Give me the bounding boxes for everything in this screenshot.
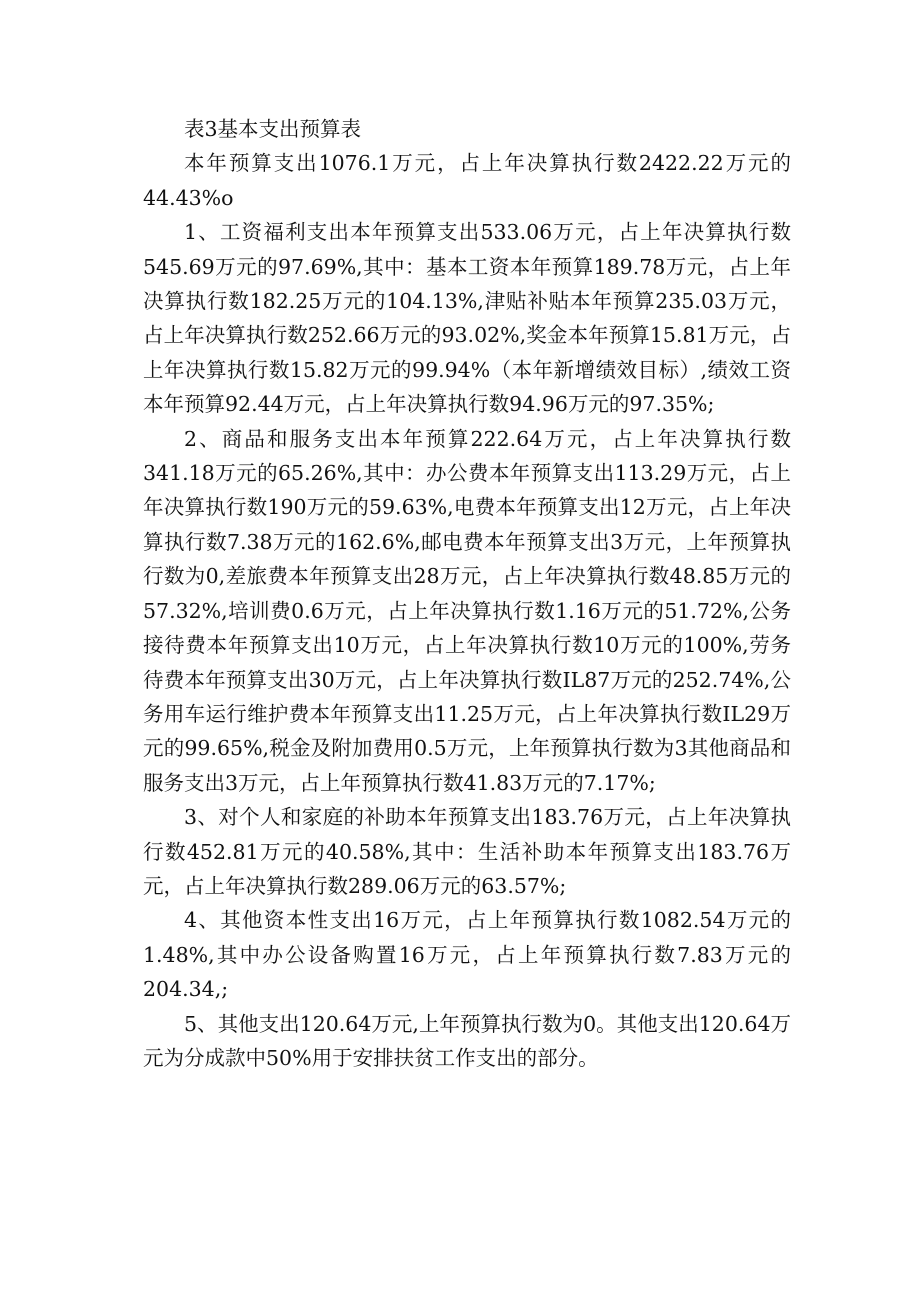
- paragraph-capital-expenditure: 4、其他资本性支出16万元，占上年预算执行数1082.54万元的1.48%,其中办公设备购置16万元，占上年预算执行数7.83万元的204.34,;: [143, 908, 791, 1002]
- table-title: 表3基本支出预算表: [184, 117, 362, 141]
- paragraph-other-expenditure: 5、其他支出120.64万元,上年预算执行数为0。其他支出120.64万元为分成款中50%用于安排扶贫工作支出的部分。: [143, 1011, 791, 1070]
- document-body: [143, 112, 791, 1075]
- paragraph-household-subsidy: 3、对个人和家庭的补助本年预算支出183.76万元，占上年决算执行数452.81万元的40.58%,其中：生活补助本年预算支出183.76万元，占上年决算执行数289.06万元的63.57%;: [143, 805, 791, 898]
- paragraph-goods-services: 2、商品和服务支出本年预算222.64万元，占上年决算执行数341.18万元的65.26%,其中：办公费本年预算支出113.29万元，占上年决算执行数190万元的59.63%,电费本年预算支出12万元，占上年决算执行数7.38万元的162.6%,邮电费本年预算支出3万元，上年预算执行数为0,差旅费本年预算支出28万元，占上年决算执行数48.85万元的57.32%,培训费0.6万元，占上年决算执行数1.16万元的51.72%,公务接待费本年预算支出10万元，占上年决算执行数10万元的100%,劳务待费本年预算支出30万元，占上年决算执行数IL87万元的252.74%,公务用车运行维护费本年预算支出11.25万元，占上年决算执行数IL29万元的99.65%,税金及附加费用0.5万元，上年预算执行数为3其他商品和服务支出3万元，占上年预算执行数41.83万元的7.17%;: [143, 426, 791, 795]
- paragraph-total-budget: 本年预算支出1076.1万元，占上年决算执行数2422.22万元的44.43%o: [143, 151, 791, 210]
- paragraph-wages-welfare: 1、工资福利支出本年预算支出533.06万元，占上年决算执行数545.69万元的97.69%,其中：基本工资本年预算189.78万元，占上年决算执行数182.25万元的104.13%,津贴补贴本年预算235.03万元，占上年决算执行数252.66万元的93.02%,奖金本年预算15.81万元，占上年决算执行数15.82万元的99.94%（本年新增绩效目标）,绩效工资本年预算92.44万元，占上年决算执行数94.96万元的97.35%;: [143, 220, 791, 417]
